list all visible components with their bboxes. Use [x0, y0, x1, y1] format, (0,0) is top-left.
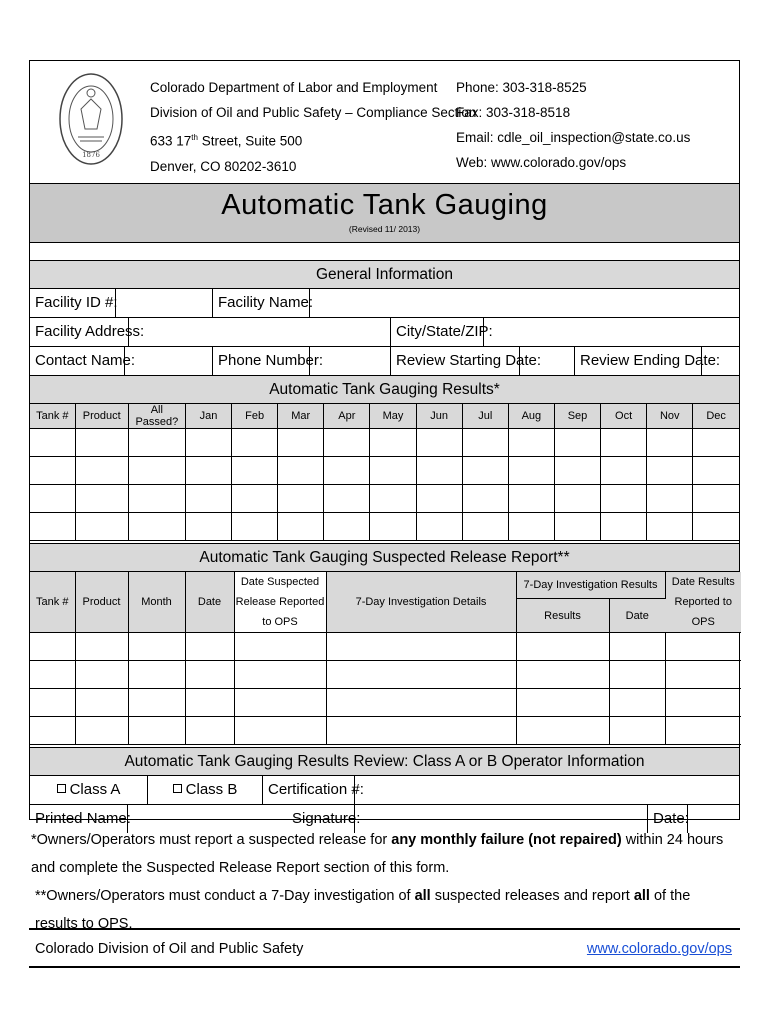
row-contact — [30, 347, 739, 376]
report-cell[interactable] — [185, 633, 234, 661]
results-col-6: Apr — [324, 404, 370, 429]
note-monthly-failure: *Owners/Operators must report a suspected release for any monthly failure (not repaired) within 24 hours and complete the Suspected Release Report section of this form. — [31, 832, 724, 876]
results-cell[interactable] — [601, 513, 647, 541]
results-cell[interactable] — [75, 457, 128, 485]
results-cell[interactable] — [185, 457, 231, 485]
class-a-checkbox[interactable] — [57, 784, 66, 793]
report-cell[interactable] — [234, 661, 326, 689]
row-class — [30, 776, 739, 805]
agency-city: Denver, CO 80202-3610 — [150, 158, 297, 174]
results-cell[interactable] — [278, 429, 324, 457]
report-col-date-suspected: Date Suspected Release Reported to OPS — [234, 572, 326, 633]
page-title: Automatic Tank Gauging — [221, 189, 548, 221]
results-cell[interactable] — [30, 429, 75, 457]
facility-name-label: Facility Name: — [213, 289, 310, 317]
results-cell[interactable] — [554, 485, 600, 513]
class-a-option[interactable]: Class A — [30, 776, 148, 804]
form-header — [30, 61, 739, 184]
results-cell[interactable] — [185, 429, 231, 457]
contact-name-field[interactable] — [125, 347, 213, 375]
results-cell[interactable] — [30, 457, 75, 485]
results-cell[interactable] — [30, 513, 75, 541]
report-cell[interactable] — [609, 689, 665, 717]
city-state-zip-label: City/State/ZIP: — [391, 318, 484, 346]
results-cell[interactable] — [324, 429, 370, 457]
report-cell[interactable] — [75, 633, 128, 661]
report-col-results: Results — [516, 599, 609, 633]
results-col-11: Sep — [554, 404, 600, 429]
results-cell[interactable] — [185, 485, 231, 513]
results-cell[interactable] — [647, 457, 693, 485]
report-cell[interactable] — [185, 689, 234, 717]
report-cell[interactable] — [30, 717, 75, 745]
results-col-14: Dec — [693, 404, 739, 429]
results-heading: Automatic Tank Gauging Results* — [30, 376, 739, 404]
results-col-2: All Passed? — [128, 404, 185, 429]
results-cell[interactable] — [278, 513, 324, 541]
facility-id-field[interactable] — [116, 289, 213, 317]
report-cell[interactable] — [234, 689, 326, 717]
results-cell[interactable] — [462, 457, 508, 485]
review-start-label: Review Starting Date: — [391, 347, 520, 375]
phone-number-field[interactable] — [310, 347, 391, 375]
results-cell[interactable] — [232, 485, 278, 513]
results-cell[interactable] — [508, 485, 554, 513]
contact-phone: Phone: 303-318-8525 — [456, 80, 587, 95]
results-cell[interactable] — [128, 485, 185, 513]
results-cell[interactable] — [647, 429, 693, 457]
results-cell[interactable] — [324, 457, 370, 485]
results-cell[interactable] — [232, 429, 278, 457]
report-cell[interactable] — [128, 661, 185, 689]
report-row — [30, 717, 741, 745]
results-cell[interactable] — [128, 513, 185, 541]
report-col-tank: Tank # — [30, 572, 75, 633]
results-cell[interactable] — [693, 457, 739, 485]
agency-name: Colorado Department of Labor and Employment — [150, 80, 438, 95]
results-cell[interactable] — [693, 513, 739, 541]
results-col-7: May — [370, 404, 416, 429]
report-cell[interactable] — [609, 661, 665, 689]
results-cell[interactable] — [508, 457, 554, 485]
results-cell[interactable] — [278, 457, 324, 485]
results-cell[interactable] — [75, 429, 128, 457]
row-facility — [30, 289, 739, 318]
agency-contact — [456, 75, 690, 175]
report-col-month: Month — [128, 572, 185, 633]
results-col-12: Oct — [601, 404, 647, 429]
report-cell[interactable] — [234, 717, 326, 745]
report-cell[interactable] — [326, 661, 516, 689]
results-row — [30, 457, 739, 485]
report-row — [30, 661, 741, 689]
row-address — [30, 318, 739, 347]
review-heading: Automatic Tank Gauging Results Review: Class A or B Operator Information — [30, 747, 739, 776]
results-cell[interactable] — [462, 485, 508, 513]
footer-org: Colorado Division of Oil and Public Safety — [35, 941, 304, 957]
report-cell[interactable] — [185, 717, 234, 745]
results-cell[interactable] — [554, 513, 600, 541]
certification-field[interactable] — [355, 776, 741, 804]
results-cell[interactable] — [128, 429, 185, 457]
facility-name-field[interactable] — [310, 289, 741, 317]
form-notes — [31, 826, 731, 938]
state-seal-icon — [58, 71, 124, 167]
report-col-results-group: 7-Day Investigation Results — [516, 572, 665, 599]
results-cell[interactable] — [416, 429, 462, 457]
facility-address-field[interactable] — [129, 318, 391, 346]
title-bar — [30, 184, 739, 243]
atg-form — [29, 60, 740, 827]
results-cell[interactable] — [75, 513, 128, 541]
results-col-4: Feb — [232, 404, 278, 429]
review-start-field[interactable] — [520, 347, 575, 375]
results-row — [30, 429, 739, 457]
results-cell[interactable] — [370, 457, 416, 485]
agency-street: 633 17th Street, Suite 500 — [150, 133, 303, 149]
report-col-date: Date — [185, 572, 234, 633]
report-cell[interactable] — [326, 633, 516, 661]
report-cell[interactable] — [516, 717, 609, 745]
results-cell[interactable] — [278, 485, 324, 513]
city-state-zip-field[interactable] — [484, 318, 741, 346]
class-b-option[interactable]: Class B — [148, 776, 263, 804]
spacer-row — [30, 243, 739, 261]
review-end-label: Review Ending Date: — [575, 347, 702, 375]
results-cell[interactable] — [416, 485, 462, 513]
results-col-0: Tank # — [30, 404, 75, 429]
results-cell[interactable] — [30, 485, 75, 513]
results-cell[interactable] — [601, 429, 647, 457]
results-cell[interactable] — [370, 513, 416, 541]
contact-name-label: Contact Name: — [30, 347, 125, 375]
report-cell[interactable] — [30, 633, 75, 661]
facility-address-label: Facility Address: — [30, 318, 129, 346]
footer-link[interactable]: www.colorado.gov/ops — [586, 941, 732, 957]
report-cell[interactable] — [609, 633, 665, 661]
results-cell[interactable] — [370, 429, 416, 457]
results-header-row — [30, 404, 739, 429]
results-cell[interactable] — [462, 429, 508, 457]
report-heading: Automatic Tank Gauging Suspected Release Report** — [30, 543, 739, 572]
note-investigation: **Owners/Operators must conduct a 7-Day investigation of all suspected releases and report all of the results to OPS. — [35, 888, 691, 932]
report-cell[interactable] — [234, 633, 326, 661]
report-row — [30, 633, 741, 661]
results-cell[interactable] — [416, 513, 462, 541]
report-cell[interactable] — [665, 689, 741, 717]
results-row — [30, 485, 739, 513]
results-col-10: Aug — [508, 404, 554, 429]
report-cell[interactable] — [75, 717, 128, 745]
general-info-heading: General Information — [30, 261, 739, 289]
report-col-details: 7-Day Investigation Details — [326, 572, 516, 633]
contact-email: Email: cdle_oil_inspection@state.co.us — [456, 130, 691, 145]
results-cell[interactable] — [185, 513, 231, 541]
report-table — [30, 572, 741, 745]
contact-fax: Fax: 303-318-8518 — [456, 105, 571, 120]
results-cell[interactable] — [75, 485, 128, 513]
report-cell[interactable] — [30, 689, 75, 717]
report-cell[interactable] — [609, 717, 665, 745]
results-col-9: Jul — [462, 404, 508, 429]
report-cell[interactable] — [665, 717, 741, 745]
results-col-8: Jun — [416, 404, 462, 429]
printed-name-label: Printed Name: — [30, 805, 128, 833]
results-col-1: Product — [75, 404, 128, 429]
report-cell[interactable] — [128, 633, 185, 661]
report-cell[interactable] — [516, 633, 609, 661]
report-cell[interactable] — [185, 661, 234, 689]
report-cell[interactable] — [30, 661, 75, 689]
results-cell[interactable] — [324, 485, 370, 513]
report-cell[interactable] — [326, 717, 516, 745]
results-cell[interactable] — [601, 457, 647, 485]
results-cell[interactable] — [324, 513, 370, 541]
report-row — [30, 689, 741, 717]
facility-id-label: Facility ID #: — [30, 289, 116, 317]
results-cell[interactable] — [601, 485, 647, 513]
results-cell[interactable] — [462, 513, 508, 541]
results-col-3: Jan — [185, 404, 231, 429]
results-col-5: Mar — [278, 404, 324, 429]
agency-address — [150, 75, 476, 179]
results-cell[interactable] — [232, 513, 278, 541]
certification-label: Certification #: — [263, 776, 355, 804]
report-cell[interactable] — [665, 633, 741, 661]
report-cell[interactable] — [128, 717, 185, 745]
results-cell[interactable] — [416, 457, 462, 485]
report-cell[interactable] — [128, 689, 185, 717]
results-row — [30, 513, 739, 541]
report-cell[interactable] — [665, 661, 741, 689]
results-cell[interactable] — [508, 513, 554, 541]
results-cell[interactable] — [370, 485, 416, 513]
results-cell[interactable] — [693, 429, 739, 457]
report-cell[interactable] — [326, 689, 516, 717]
report-col-results-date: Date — [609, 599, 665, 633]
phone-number-label: Phone Number: — [213, 347, 310, 375]
agency-division: Division of Oil and Public Safety – Compliance Section — [150, 105, 477, 120]
results-cell[interactable] — [647, 485, 693, 513]
page-footer — [29, 928, 740, 968]
report-col-product: Product — [75, 572, 128, 633]
contact-web: Web: www.colorado.gov/ops — [456, 155, 627, 170]
report-cell[interactable] — [516, 661, 609, 689]
results-cell[interactable] — [128, 457, 185, 485]
report-cell[interactable] — [75, 661, 128, 689]
signature-label: Signature: — [287, 805, 355, 833]
results-cell[interactable] — [232, 457, 278, 485]
report-cell[interactable] — [516, 689, 609, 717]
review-end-field[interactable] — [702, 347, 741, 375]
results-cell[interactable] — [554, 429, 600, 457]
results-cell[interactable] — [554, 457, 600, 485]
class-b-checkbox[interactable] — [173, 784, 182, 793]
results-table — [30, 404, 739, 541]
report-col-date-results: Date Results Reported to OPS — [665, 572, 741, 633]
results-col-13: Nov — [647, 404, 693, 429]
results-cell[interactable] — [647, 513, 693, 541]
report-cell[interactable] — [75, 689, 128, 717]
date-label: Date: — [648, 805, 688, 833]
results-cell[interactable] — [693, 485, 739, 513]
results-cell[interactable] — [508, 429, 554, 457]
revised-date: (Revised 11/ 2013) — [348, 224, 421, 234]
seal-year: 1876 — [82, 151, 100, 159]
